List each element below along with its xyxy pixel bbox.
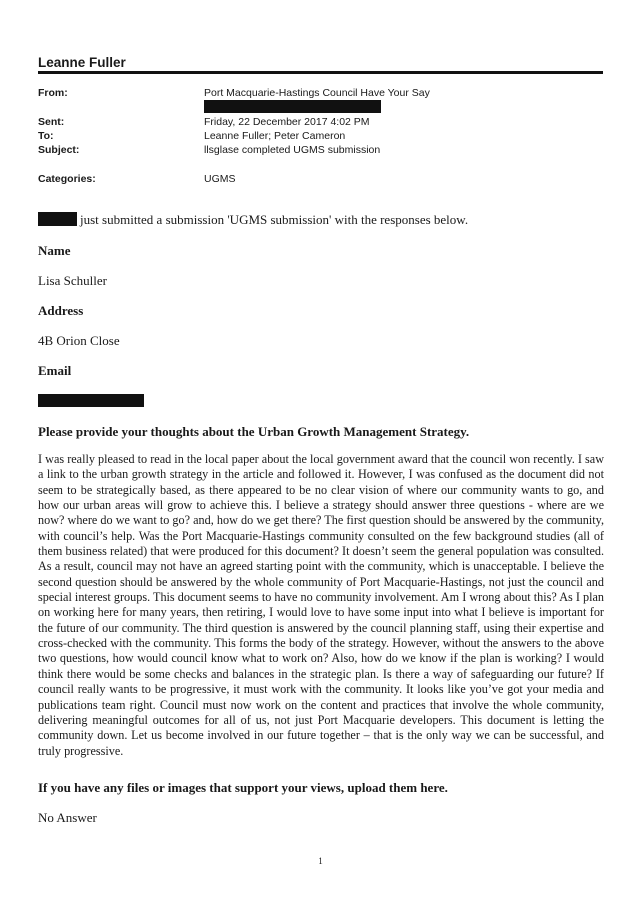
header-rule <box>38 71 603 74</box>
to-value: Leanne Fuller; Peter Cameron <box>204 130 346 142</box>
redacted-from-email <box>204 100 381 113</box>
subject-label: Subject: <box>38 144 80 156</box>
thoughts-answer: I was really pleased to read in the local paper about the local government award that the council won recently. I saw a link to the urban growth strategy in the article and followed it. However, I was confused as the document did not seem to be strategically based, as there appeared to be no clear vision of where our community wants to go, and how our urban areas will grow to achieve this. I believe a strategy should answer three questions - where are we now? where do we want to go? and, how do we get there? The first question should be answered by the community, with council’s help. Was the Port Macquarie-Hastings community consulted on the few background studies (all of them business related) that were produced for this document? It doesn’t seem the general population was consulted. As a result, council may not have an agreed starting point with the community, which is unacceptable. I believe the second question should be answered by the whole community of Port Macquarie-Hastings, not just the council and special interest groups. This document seems to have no community involvement. Am I wrong about this? As I plan on working here for many years, then retiring, I would love to have some input into what I believe is important for the future of our community. The third question is answered by the council planning staff, using their expertise and cross-checked with the community. This forms the body of the strategy. However, without the answers to the above two questions, how would council know what to work on? Also, how do we know if the plan is working? I would think there would be some checks and balances in the strategic plan. Is there a way of safeguarding our future? If council really wants to be progressive, it must work with the community. It looks like you’ve got your media and publications team right. Council must now work on the content and practices that involve the whole community, delivering meaningful outcomes for all of us, not just Port Macquarie developers. This document is letting the community down. Let us become involved in our future together – that is the only way we can be successful, and truly progressive. <box>38 452 604 758</box>
sent-label: Sent: <box>38 116 65 128</box>
subject-value: llsglase completed UGMS submission <box>204 144 381 156</box>
from-label: From: <box>38 87 68 99</box>
address-label: Address <box>38 303 84 318</box>
categories-value: UGMS <box>204 173 236 185</box>
sent-value: Friday, 22 December 2017 4:02 PM <box>204 116 370 128</box>
intro-text: just submitted a submission 'UGMS submission' with the responses below. <box>80 212 469 227</box>
to-label: To: <box>38 130 54 142</box>
redacted-submitter <box>38 212 77 226</box>
thoughts-label: Please provide your thoughts about the Urban Growth Management Strategy. <box>38 424 470 439</box>
address-value: 4B Orion Close <box>38 333 120 348</box>
files-label: If you have any files or images that support your views, upload them here. <box>38 780 448 795</box>
files-value: No Answer <box>38 810 97 825</box>
email-label: Email <box>38 363 72 378</box>
name-label: Name <box>38 243 71 258</box>
from-value: Port Macquarie-Hastings Council Have Your Say <box>204 87 430 99</box>
categories-label: Categories: <box>38 173 96 185</box>
sender-name: Leanne Fuller <box>38 55 126 70</box>
page-number: 1 <box>318 856 323 866</box>
name-value: Lisa Schuller <box>38 273 107 288</box>
redacted-email <box>38 394 144 407</box>
